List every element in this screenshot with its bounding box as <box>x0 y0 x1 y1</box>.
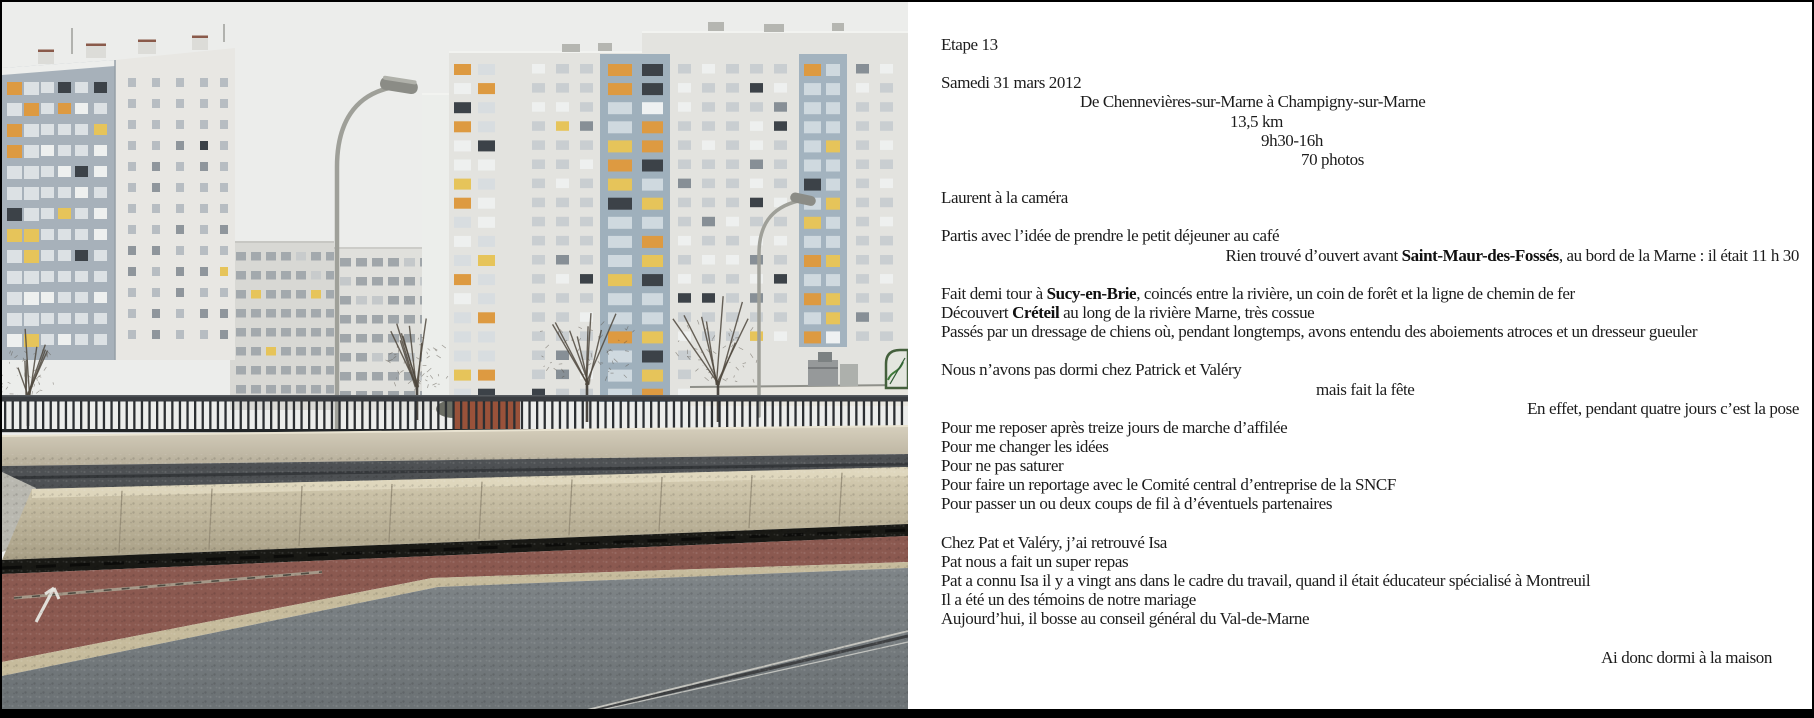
journal-line: Chez Pat et Valéry, j’ai retrouvé Isa <box>941 532 1167 552</box>
journal-line: Pat nous a fait un super repas <box>941 551 1129 571</box>
journal-line: Pour passer un ou deux coups de fil à d’éventuels partenaires <box>941 494 1333 514</box>
journal-line: Il a été un des témoins de notre mariage <box>941 590 1196 610</box>
journal-line: Partis avec l’idée de prendre le petit déjeuner au café <box>941 226 1280 246</box>
journal-line <box>941 207 1799 226</box>
journal-line: Passés par un dressage de chiens où, pendant longtemps, avons entendu des aboiements atroces et un dresseur gueuler <box>941 322 1698 342</box>
journal-text <box>941 35 1799 667</box>
photo-illustration <box>2 2 908 710</box>
journal-line: Pat a connu Isa il y a vingt ans dans le cadre du travail, quand il était éducateur spécialisé à Montreuil <box>941 570 1591 590</box>
road-foreground <box>2 426 908 710</box>
journal-line <box>941 341 1799 360</box>
journal-line: 9h30-16h <box>1261 130 1323 150</box>
journal-line: En effet, pendant quatre jours c’est la pose <box>1527 398 1799 418</box>
journal-line: Pour ne pas saturer <box>941 456 1064 476</box>
journal-line <box>941 628 1799 647</box>
journal-line: Fait demi tour à Sucy-en-Brie, coincés entre la rivière, un coin de forêt et la ligne de chemin de fer <box>941 283 1575 303</box>
journal-line <box>941 514 1799 533</box>
building-left-tower <box>2 24 235 360</box>
journal-line: Découvert Créteil au long de la rivière Marne, très cossue <box>941 302 1315 322</box>
journal-line: Aujourd’hui, il bosse au conseil général du Val-de-Marne <box>941 609 1310 629</box>
photo-left-page <box>2 2 908 710</box>
journal-line: Laurent à la caméra <box>941 188 1068 208</box>
journal-line <box>941 265 1799 284</box>
journal-line: Pour faire un reportage avec le Comité central d’entreprise de la SNCF <box>941 475 1396 495</box>
journal-line: Rien trouvé d’ouvert avant Saint-Maur-des-Fossés, au bord de la Marne : il était 11 h 30 <box>1225 245 1799 265</box>
building-main-tower <box>422 22 908 402</box>
journal-line: Etape 13 <box>941 35 998 54</box>
journal-line: De Chennevières-sur-Marne à Champigny-sur-Marne <box>1080 92 1426 112</box>
journal-line: 70 photos <box>1301 149 1364 169</box>
journal-line: 13,5 km <box>1230 111 1283 131</box>
journal-line <box>941 54 1799 73</box>
journal-line: mais fait la fête <box>1316 379 1415 399</box>
journal-line: Nous n’avons pas dormi chez Patrick et Valéry <box>941 360 1242 380</box>
journal-line <box>941 169 1799 188</box>
journal-line: Ai donc dormi à la maison <box>1601 647 1772 667</box>
journal-line: Pour me reposer après treize jours de marche d’affilée <box>941 417 1288 437</box>
journal-line: Samedi 31 mars 2012 <box>941 73 1082 93</box>
journal-line: Pour me changer les idées <box>941 436 1109 456</box>
